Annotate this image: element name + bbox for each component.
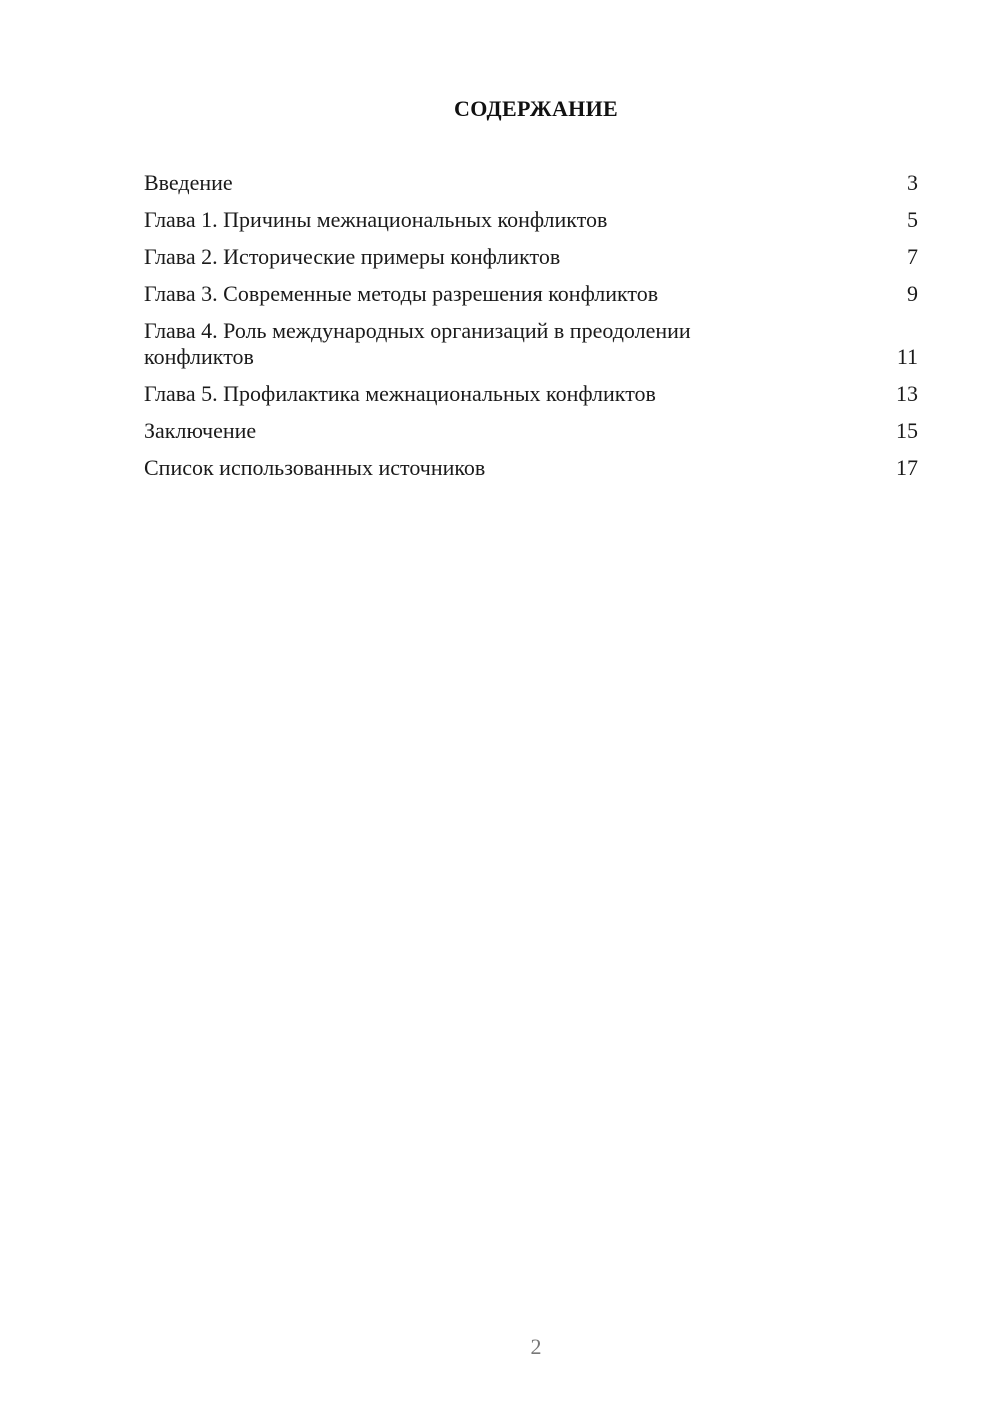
toc-entry-label: Глава 3. Современные методы разрешения конфликтов — [144, 281, 659, 306]
toc-entry-chapter-3 — [144, 281, 918, 307]
toc-entry-page: 15 — [896, 418, 918, 443]
toc-entry-chapter-4 — [144, 318, 918, 370]
toc-entry-page: 7 — [907, 244, 918, 269]
toc-entry-label: Глава 5. Профилактика межнациональных конфликтов — [144, 381, 656, 406]
toc-entry-label: Список использованных источников — [144, 455, 486, 480]
toc-entry-chapter-1 — [144, 207, 918, 233]
toc-entry-page: 9 — [907, 281, 918, 306]
toc-entry-label: Введение — [144, 170, 233, 195]
toc-entry-introduction — [144, 170, 918, 196]
toc-entry-chapter-2 — [144, 244, 918, 270]
toc-entry-page: 11 — [896, 344, 918, 369]
toc-entry-conclusion — [144, 418, 918, 444]
toc-entry-chapter-5 — [144, 381, 918, 407]
toc-entry-page: 3 — [907, 170, 918, 195]
toc-entry-references — [144, 455, 918, 481]
table-of-contents — [144, 170, 918, 492]
toc-entry-label: Глава 2. Исторические примеры конфликтов — [144, 244, 561, 269]
toc-entry-page: 5 — [907, 207, 918, 232]
toc-entry-label: Глава 1. Причины межнациональных конфликтов — [144, 207, 608, 232]
toc-entry-label: Глава 4. Роль международных организаций в преодолении конфликтов — [144, 318, 691, 369]
page-number: 2 — [530, 1334, 542, 1359]
page-title: СОДЕРЖАНИЕ — [454, 96, 618, 121]
toc-entry-label: Заключение — [144, 418, 257, 443]
toc-entry-page: 17 — [896, 455, 918, 480]
toc-entry-page: 13 — [896, 381, 918, 406]
